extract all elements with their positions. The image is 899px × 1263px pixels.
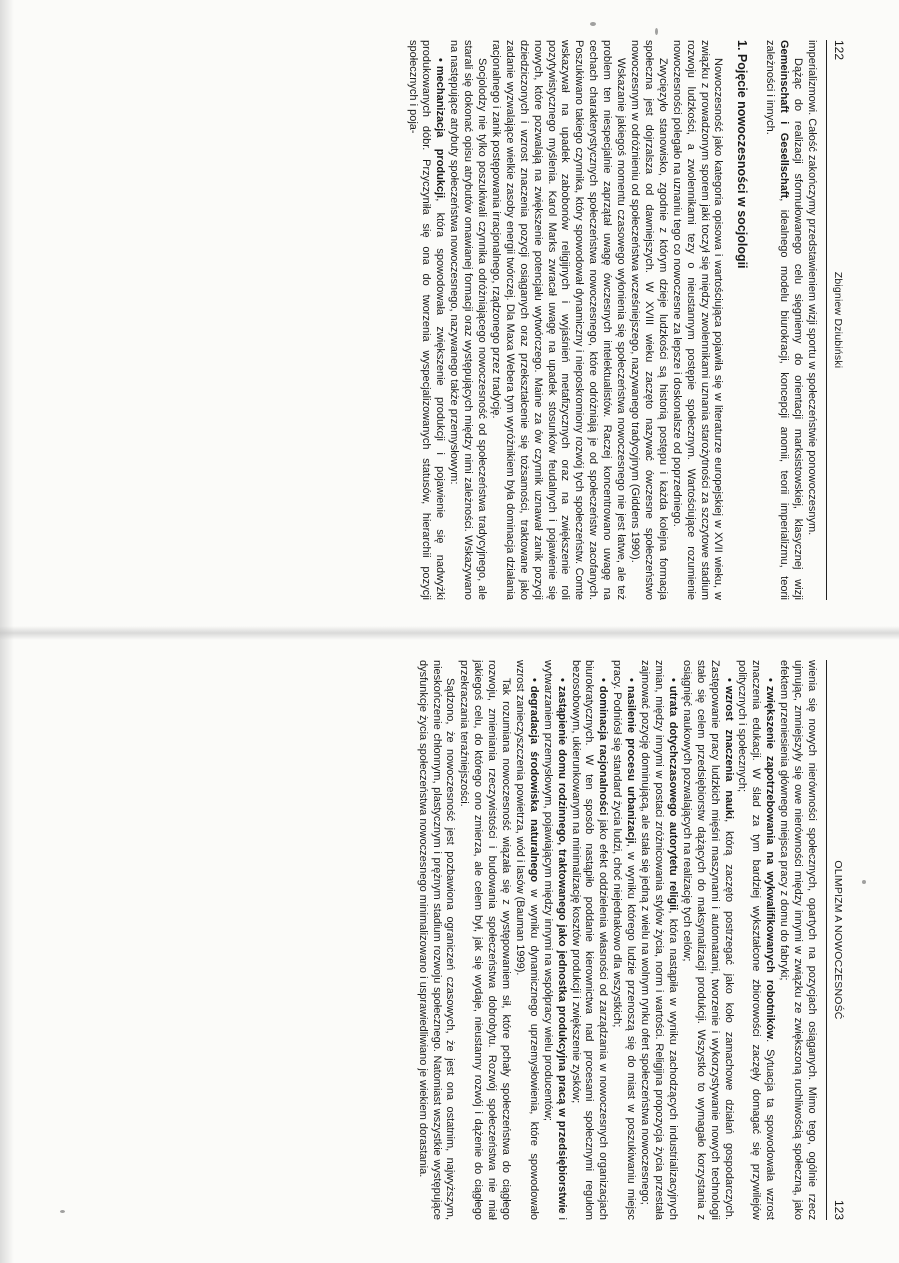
- page-header: [826, 660, 845, 1220]
- book-fold: [0, 626, 899, 640]
- page-body: [405, 40, 818, 600]
- paragraph: Dążąc do realizacji sformułowanego celu sięgniemy do orientacji marksistowskiej, klasycznej wizji Gemeinschaft i Gesellschaft, idealnego modelu biurokracji, koncepcji anomii, teorii imperializmu, teorii zależności i innych.: [764, 40, 805, 600]
- list-item: •wzrost znaczenia nauki, którą zaczęto postrzegać jako koło zamachowe działań gospodarczych. Zastępowanie pracy ludzkich mięśni maszynami i automatami, tworzenie i wykorzystywanie nowych technologii stało się celem przedsiębiorstw dążących do maksymalizacji produkcji. Wszystko to wymagało korzystania z osiągnięć naukowych pozwalających na realizację tych celów;: [680, 660, 735, 1220]
- paragraph: imperializmowi. Całość zakończymy przedstawieniem wizji sportu w społeczeństwie ponowoczesnym.: [806, 40, 818, 536]
- paragraph: Sądzono, że nowoczesność jest pozbawiona ograniczeń czasowych, że jest ona ostatnim, najwyższym, nieskończenie chłonnym, plastycznym i prężnym stadium rozwoju społecznego. Natomiast wszystkie występujące dysfunkcje życia społeczeństwa nowoczesnego minimalizowano i usprawiedliwiano je wiekiem dorastania.: [416, 660, 457, 1220]
- paragraph: Tak rozumiana nowoczesność wiązała się z występowaniem sił, które pchały społeczeństwa do ciągłego rozwoju, zmieniania rzeczywistości i budowania społeczeństwa dobrobytu. Rozwój społeczeństwa nie miał jakiegoś celu, do którego ono zmierza, ale celem był, jak się wydaje, nieustanny rozwój i dążenie do ciągłego przekraczania teraźniejszości.: [458, 660, 513, 1220]
- page-body: [415, 660, 818, 1220]
- page-header: [826, 40, 845, 600]
- scan-speck: [590, 22, 596, 26]
- paragraph: Socjolodzy nie tylko poszukiwali czynnika odróżniającego nowoczesność od społeczeństwa tradycyjnego, ale starali się dokonać opisu atrybutów omawianej formacji oraz występujących między nimi zależności. Wskazywano na następujące atrybuty społeczeństwa nowoczesnego, nazywanego także przemysłowym:: [448, 40, 489, 600]
- list-item: •zastąpienie domu rodzinnego, traktowanego jako jednostka produkcyjna pracą w przedsiębiorstwie i wytwarzaniem przemysłowym, pojawiającym między innymi na współpracy wielu producentów;: [541, 660, 568, 1221]
- paragraph: Wskazanie jakiegoś momentu czasowego wyłonienia się społeczeństwa nowoczesnego nie jest łatwe, ale też problem ten niespecjalnie zaprzątał uwagę ówczesnych intelektualistów. Raczej koncentrowano uwagę na cechach charakterystycznych społeczeństwa nowoczesnego, które odróżniają je od społeczeństw zacofanych. Poszukiwano takiego czynnika, który spowodował dynamiczny i nieposkromiony rozwój tych społeczeństw. Comte wskazywał na upadek zabobonów religijnych i wyjaśnień metafizycznych oraz na zwiększenie roli pozytywistycznego myślenia. Karol Marks zwracał uwagę na upadek stosunków feudalnych i pojawienie się nowych, które pozwalają na zwiększenie potencjału wytwórczego. Maine za ów czynnik uznawał zanik pozycji dziedziczonych i wzrost znaczenia pozycji osiąganych oraz przekształcenie się tożsamości, traktowane jako zadanie wyzwalające wielkie zasoby energii twórczej. Dla Maxa Webera tym wyróżnikiem była dominacja działania racjonalnego i zanik postępowania irracjonalnego, rządzonego przez tradycję.: [489, 40, 628, 600]
- list-item: •utrata dotychczasowego autorytetu religii, która nastąpiła w wyniku zachodzących industrializacyjnych zmian, między innymi w postaci zróżnicowania stylów życia, norm i wartości. Religijna propozycja życia przestała zajmować pozycję dominującą, ale stała się jedną z wielu na wolnym rynku ofert społeczeństwa nowoczesnego;: [639, 660, 679, 1220]
- book-page-123: [55, 660, 845, 1220]
- list-item: •dominacja racjonalności jako efekt oddzielenia własności od zarządzania w nowoczesnych organizacjach biurokratycznych. W ten sposób nastąpiło poddanie kierownictwa nad procesami społecznymi regułom bezosobowym, ukierunkowanym na minimalizację kosztów produkcji i zwiększenie zysków;: [569, 660, 610, 1221]
- bullet-icon: •: [722, 678, 735, 682]
- page-number: 123: [832, 1199, 846, 1220]
- section-heading: 1. Pojęcie nowoczesności w socjologii: [735, 40, 750, 269]
- list-item: •zwiększenie zapotrzebowania na wykwalifikowanych robotników. Sytuacja ta spowodowała wzrost znaczenia edukacji. W ślad za tym bardziej wykształcone zbiorowości zaczęły domagać się przywilejów politycznych i społecznych;: [736, 660, 777, 1220]
- paragraph: Nowoczesność jako kategoria opisowa i wartościująca pojawiła się w literaturze europejskiej w XVII wieku, w związku z prowadzonym sporem jaki toczył się między zwolennikami uznania starożytności za szczytowe stadium rozwoju ludzkości, a zwolennikami tezy o nieustannym postępie społecznym. Wartościujące rozumienie nowoczesności polegało na uznaniu tego co nowoczesne za lepsze i doskonalsze od poprzedniego.: [670, 40, 725, 600]
- bullet-icon: •: [625, 678, 638, 682]
- paragraph: Zwycięzyło stanowisko, zgodnie z którym dzieje ludzkości są historią postępu i każda kolejna formacja społeczna jest dojrzalsza od dawniejszych. W XVIII wieku zaczęto nazywać ówczesne społeczeństwo nowoczesnym w odróżnieniu od społeczeństwa wcześniejszego, nazywanego tradycyjnym (Giddens 1990).: [629, 40, 669, 600]
- list-item: •degradacja środowiska naturalnego w wyniku dynamicznego uprzemysłowienia, które spowodowało wzrost zanieczyszczenia powietrza, wód i lasów (Bauman 1999).: [513, 660, 540, 1220]
- bullet-icon: •: [434, 58, 447, 62]
- list-item: •mechanizacja produkcji, która spowodowała zwiększenie produkcji i pojawienie się nadwyżki produkowanych dóbr. Przyczyniła się ona do tworzenia wyspecjalizowanych statusów, hierarchii pozycji społecznych i poja-: [406, 40, 447, 600]
- paragraph: wienia się nowych nierówności społecznych, opartych na pozycjach osiąganych. Mimo tego, ogólnie rzecz ujmując, zmniejszyły się owe nierówności między innymi w związku ze zwiększoną ruchliwością społeczną, jako efektem przeniesienia głównego miejsca pracy z domu do fabryki;: [778, 660, 818, 1220]
- page-number: 122: [832, 40, 846, 61]
- running-head: Zbigniew Dziubiński: [832, 271, 844, 369]
- book-page-122: [55, 40, 845, 600]
- list-item: •nasilenie procesu urbanizacji, w wyniku którego ludzie przenoszą się do miast w poszukiwaniu miejsc pracy. Podniósł się standard życia ludzi, choć niejednakowo dla wszystkich;: [611, 660, 638, 1220]
- bullet-icon: •: [555, 678, 568, 682]
- bullet-icon: •: [764, 678, 777, 682]
- scan-speck: [655, 28, 658, 35]
- running-head: OLIMPIZM A NOWOCZESNOŚĆ: [832, 860, 844, 1020]
- scan-speck: [862, 880, 866, 884]
- bullet-icon: •: [666, 678, 679, 682]
- bullet-icon: •: [597, 678, 610, 682]
- bullet-icon: •: [527, 678, 540, 682]
